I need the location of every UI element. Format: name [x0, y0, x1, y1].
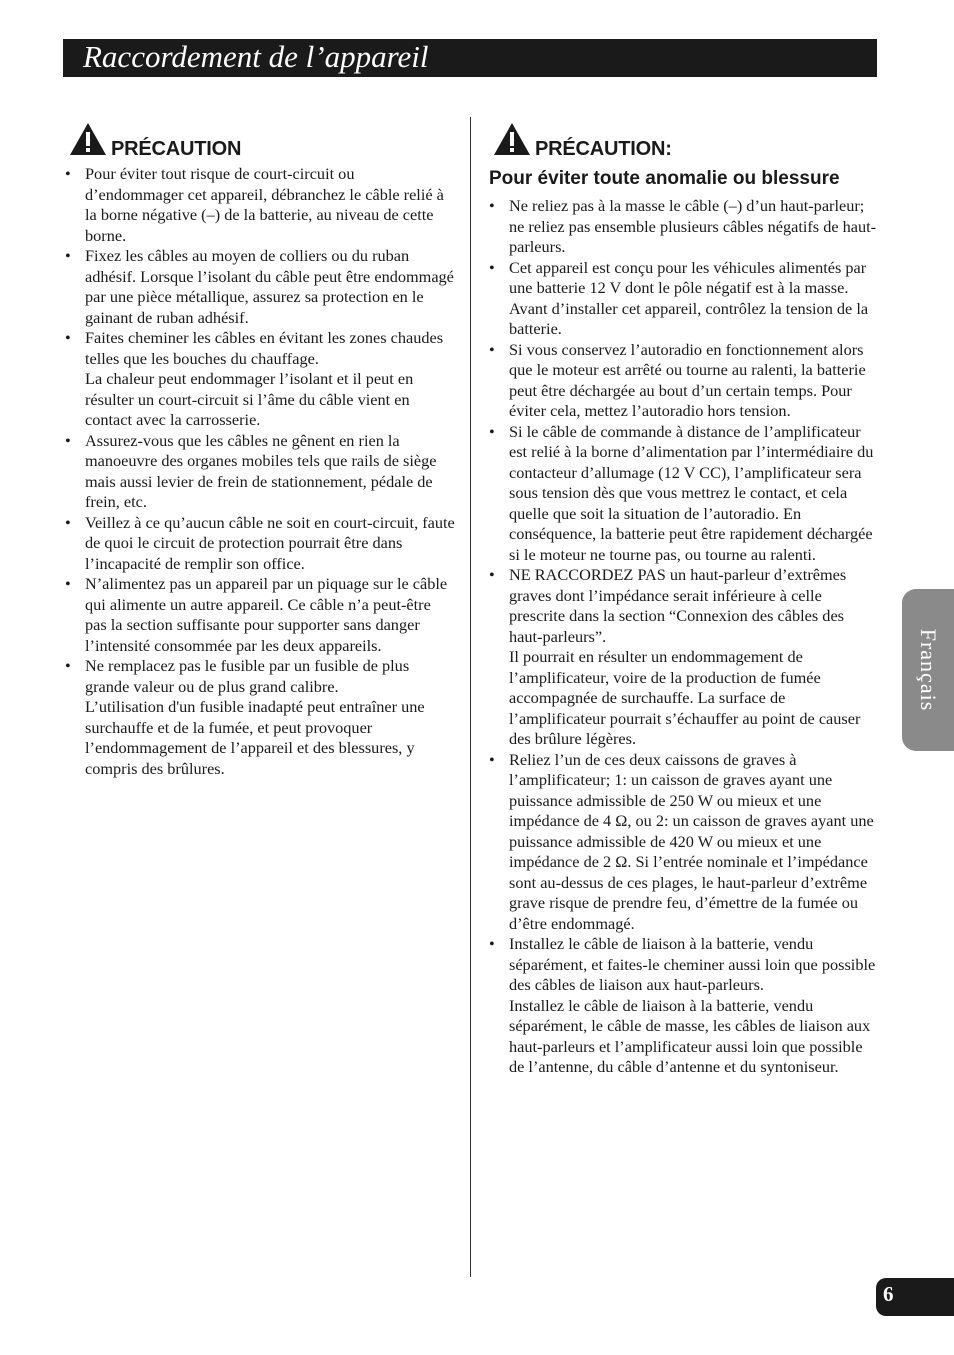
language-label: Français	[916, 628, 941, 712]
bullet-item	[487, 422, 879, 566]
bullet-text: • Installez le câble de liaison à la batterie, vendu séparément, et faites-le cheminer aussi loin que possible des câbles de liaison aux haut-parleurs.	[509, 934, 876, 994]
right-column	[487, 120, 879, 1078]
bullet-text: • Veillez à ce qu’aucun câble ne soit en court-circuit, faute de quoi le circuit de protection pourrait être dans l’incapacité de remplir son office.	[85, 512, 455, 573]
bullet-item	[487, 196, 879, 258]
bullet-item	[487, 340, 879, 422]
bullet-text: • Assurez-vous que les câbles ne gênent en rien la manoeuvre des organes mobiles tels que rails de siège mais aussi levier de frein de stationnement, pédale de frein, etc.	[85, 430, 437, 511]
bullet-item	[63, 164, 455, 246]
bullet-text: • Reliez l’un de ces deux caissons de graves à l’amplificateur; 1: un caisson de graves ayant une puissance admissible de 250 W ou mieux et une impédance de 4 Ω, ou 2: un caisson de graves ayant une puissance admissible de 420 W ou mieux et une impédance de 2 Ω. Si l’entrée nominale et l’impédance sont au-dessus de ces plages, le haut-parleur d’extrême grave risque de prendre feu, d’émettre de la fumée ou d’être endommagé.	[509, 749, 874, 933]
bullet-text: Il pourrait en résulter un endommagement de l’amplificateur, voire de la production de fumée accompagnée de surchauffe. La surface de l’amplificateur pourrait s’échauffer au point de causer des brûlure légères.	[509, 647, 861, 748]
bullet-text: • Si le câble de commande à distance de l’amplificateur est relié à la borne d’alimentation par l’intermédiaire du contacteur d’allumage (12 V CC), l’amplificateur sera sous tension dès que vous mettrez le contact, et cela quelle que soit la situation de l’autoradio. En conséquence, la batterie peut être rapidement déchargée si le moteur ne tourne pas, ou tourne au ralenti.	[509, 421, 874, 564]
bullet-item	[487, 934, 879, 1078]
bullet-text: Installez le câble de liaison à la batterie, vendu séparément, le câble de masse, les câbles de liaison aux haut-parleurs et l’amplificateur aussi loin que possible de l’antenne, du câble d’antenne et du syntoniseur.	[509, 995, 871, 1076]
caution-subtitle: Pour éviter toute anomalie ou blessure	[489, 168, 840, 189]
page-number: 6	[883, 1282, 894, 1306]
warning-icon	[493, 122, 531, 156]
bullet-item	[487, 750, 879, 935]
bullet-text: • Cet appareil est conçu pour les véhicules alimentés par une batterie 12 V dont le pôle négatif est à la masse. Avant d’installer cet appareil, contrôlez la tension de la batterie.	[509, 257, 869, 338]
caution-list-left	[63, 164, 455, 779]
page-number-tab	[876, 1278, 954, 1316]
bullet-text: • Fixez les câbles au moyen de colliers ou du ruban adhésif. Lorsque l’isolant du câble peut être endommagé par une pièce métallique, assurez sa protection en le gainant de ruban adhésif.	[85, 246, 454, 327]
bullet-text: La chaleur peut endommager l’isolant et il peut en résulter un court-circuit si l’âme du câble vient en contact avec la carrosserie.	[85, 369, 414, 429]
bullet-text: • Ne reliez pas à la masse le câble (–) d’un haut-parleur; ne reliez pas ensemble plusieurs câbles négatifs de haut-parleurs.	[509, 196, 877, 256]
bullet-text: • N’alimentez pas un appareil par un piquage sur le câble qui alimente un autre appareil. Ce câble n’a peut-être pas la section suffisante pour supporter sans danger l’intensité consommée par les deux appareils.	[85, 574, 448, 655]
bullet-item	[63, 328, 455, 431]
warning-icon	[69, 122, 107, 156]
bullet-item	[63, 246, 455, 328]
bullet-text: • Si vous conservez l’autoradio en fonctionnement alors que le moteur est arrêté ou tourne au ralenti, la batterie peut être déchargée au bout d’un certain temps. Pour éviter cela, mettez l’autoradio hors tension.	[509, 339, 866, 420]
page-title: Raccordement de l’appareil	[83, 39, 429, 74]
bullet-item	[63, 513, 455, 575]
bullet-text: L’utilisation d'un fusible inadapté peut entraîner une surchauffe et de la fumée, et peut provoquer l’endommagement de l’appareil et des blessures, y compris des brûlures.	[85, 697, 425, 778]
header-bar	[63, 39, 877, 77]
left-column	[63, 120, 455, 779]
caution-heading-left	[63, 120, 455, 164]
bullet-text: • NE RACCORDEZ PAS un haut-parleur d’extrêmes graves dont l’impédance serait inférieure à celle prescrite dans la section “Connexion des câbles des haut-parleurs”.	[509, 565, 847, 646]
bullet-item	[487, 258, 879, 340]
bullet-text: • Ne remplacez pas le fusible par un fusible de plus grande valeur ou de plus grand calibre.	[85, 656, 410, 696]
bullet-item	[63, 431, 455, 513]
caution-heading-right	[487, 120, 879, 164]
caution-title: PRÉCAUTION:	[535, 138, 672, 160]
language-tab	[902, 589, 954, 751]
bullet-item	[63, 656, 455, 779]
bullet-text: • Pour éviter tout risque de court-circuit ou d’endommager cet appareil, débranchez le câble relié à la borne négative (–) de la batterie, au niveau de cette borne.	[85, 164, 444, 245]
bullet-item	[487, 565, 879, 750]
bullet-item	[63, 574, 455, 656]
caution-list-right	[487, 196, 879, 1078]
caution-title: PRÉCAUTION	[111, 138, 242, 160]
bullet-text: • Faites cheminer les câbles en évitant les zones chaudes telles que les bouches du chauffage.	[85, 328, 444, 368]
column-divider	[470, 117, 471, 1277]
